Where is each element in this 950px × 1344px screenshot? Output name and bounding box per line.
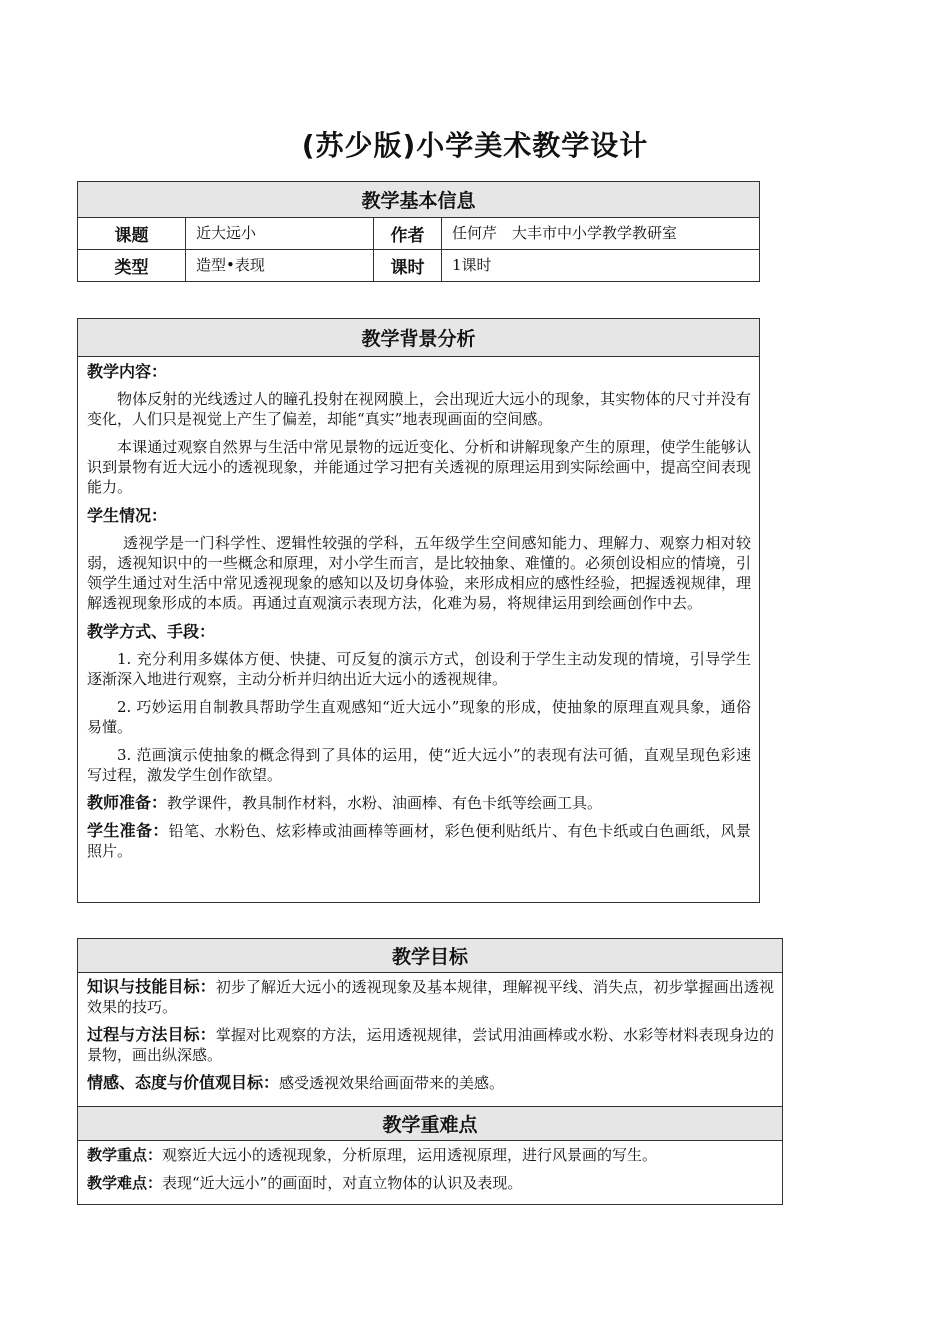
- key-point-label: 教学重点：: [87, 1146, 163, 1164]
- content-paragraph-1: 物体反射的光线透过人的瞳孔投射在视网膜上，会出现近大远小的现象，其实物体的尺寸并没有变化，人们只是视觉上产生了偏差，却能“真实”地表现画面的空间感。: [87, 390, 751, 428]
- process-objective: [87, 1025, 774, 1065]
- author-value: 任何芹 大丰市中小学教学教研室: [442, 218, 760, 250]
- teacher-prep-label: 教师准备：: [87, 793, 168, 812]
- student-prep-label: 学生准备：: [87, 821, 169, 840]
- methods-item-1: 1. 充分利用多媒体方便、快捷、可反复的演示方式，创设利于学生主动发现的情境，引导学生逐渐深入地进行观察，主动分析并归纳出近大远小的透视规律。: [87, 650, 751, 688]
- student-prep-text: 铅笔、水粉色、炫彩棒或油画棒等画材，彩色便利贴纸片、有色卡纸或白色画纸，风景照片。: [87, 822, 751, 860]
- basic-info-header: 教学基本信息: [78, 182, 760, 218]
- process-text: 掌握对比观察的方法，运用透视规律，尝试用油画棒或水粉、水彩等材料表现身边的景物，画出纵深感。: [87, 1026, 774, 1064]
- type-label: 类型: [78, 250, 186, 282]
- background-body: [78, 357, 760, 903]
- methods-item-2: 2. 巧妙运用自制教具帮助学生直观感知“近大远小”现象的形成，使抽象的原理直观具象，通俗易懂。: [87, 698, 751, 736]
- objectives-body: [78, 973, 783, 1107]
- type-value: 造型•表现: [186, 250, 374, 282]
- content-paragraph-2: 本课通过观察自然界与生活中常见景物的远近变化、分析和讲解现象产生的原理，使学生能够认识到景物有近大远小的透视现象，并能通过学习把有关透视的原理运用到实际绘画中，提高空间表现能力。: [87, 438, 751, 496]
- background-header: 教学背景分析: [78, 319, 760, 357]
- key-points-body: [78, 1141, 783, 1205]
- objectives-table: [77, 938, 783, 1205]
- hours-value: 1课时: [442, 250, 760, 282]
- key-point-text: 观察近大远小的透视现象，分析原理，运用透视原理，进行风景画的写生。: [162, 1146, 658, 1164]
- emotion-objective: [87, 1073, 774, 1093]
- author-label: 作者: [374, 218, 442, 250]
- students-section-title: 学生情况：: [87, 506, 168, 525]
- key-point: [87, 1145, 774, 1165]
- emotion-label: 情感、态度与价值观目标：: [87, 1073, 280, 1092]
- knowledge-label: 知识与技能目标：: [87, 977, 216, 996]
- methods-section-title: 教学方式、手段：: [87, 622, 216, 641]
- knowledge-objective: [87, 977, 774, 1017]
- difficult-point-label: 教学难点：: [87, 1174, 163, 1192]
- topic-label: 课题: [78, 218, 186, 250]
- content-section-title: 教学内容：: [87, 362, 168, 381]
- emotion-text: 感受透视效果给画面带来的美感。: [279, 1074, 505, 1092]
- topic-value: 近大远小: [186, 218, 374, 250]
- process-label: 过程与方法目标：: [87, 1025, 216, 1044]
- difficult-point: [87, 1173, 774, 1193]
- teacher-prep: [87, 793, 751, 813]
- key-points-header: 教学重难点: [78, 1107, 783, 1141]
- knowledge-text: 初步了解近大远小的透视现象及基本规律，理解视平线、消失点，初步掌握画出透视效果的技巧。: [87, 978, 774, 1016]
- basic-info-table: [77, 181, 760, 282]
- page-title: (苏少版)小学美术教学设计: [301, 129, 649, 162]
- difficult-point-text: 表现“近大远小”的画面时，对直立物体的认识及表现。: [162, 1174, 523, 1192]
- background-table: [77, 318, 760, 903]
- students-paragraph: 透视学是一门科学性、逻辑性较强的学科，五年级学生空间感知能力、理解力、观察力相对较弱，透视知识中的一些概念和原理，对小学生而言，是比较抽象、难懂的。必须创设相应的情境，引领学生通过对生活中常见透视现象的感知以及切身体验，来形成相应的感性经验，把握透视规律，理解透视现象形成的本质。再通过直观演示表现方法，化难为易，将规律运用到绘画创作中去。: [87, 534, 751, 612]
- teacher-prep-text: 教学课件，教具制作材料，水粉、油画棒、有色卡纸等绘画工具。: [167, 794, 603, 812]
- objectives-header: 教学目标: [78, 939, 783, 973]
- student-prep: [87, 821, 751, 861]
- hours-label: 课时: [374, 250, 442, 282]
- methods-item-3: 3. 范画演示使抽象的概念得到了具体的运用，使“近大远小”的表现有法可循，直观呈现色彩速写过程，激发学生创作欲望。: [87, 746, 751, 784]
